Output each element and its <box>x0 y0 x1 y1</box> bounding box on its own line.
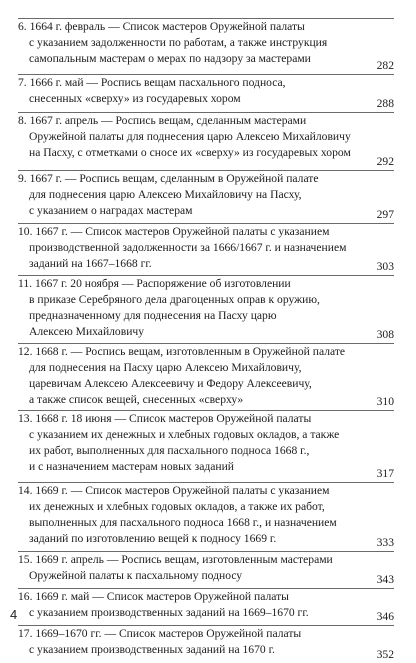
toc-entry-text: с указанием задолженности по работам, а также инструкция <box>29 35 328 49</box>
toc-entry[interactable] <box>18 343 394 410</box>
toc-page-number: 297 <box>376 208 394 222</box>
toc-entry[interactable] <box>18 112 394 170</box>
toc-entry[interactable] <box>18 18 394 74</box>
toc-entry-text: на Пасху, с отметками о сносе их «сверху» из государевых хором <box>29 145 351 159</box>
toc-entry-text: 15. 1669 г. апрель — Роспись вещам, изготовленным мастерами <box>18 553 333 566</box>
toc-entry-text: 16. 1669 г. май — Список мастеров Оружейной палаты <box>18 590 289 603</box>
toc-entry-text: их работ, выполненных для пасхального подноса 1668 г., <box>29 443 310 457</box>
toc-entry[interactable] <box>18 588 394 625</box>
toc-entry-text: Оружейной палаты к пасхальному подносу <box>29 568 243 582</box>
toc-entry-text: заданий на 1667–1668 гг. <box>29 256 152 270</box>
toc-entry-text: для поднесения на Пасху царю Алексею Михайловичу, <box>29 360 302 374</box>
toc-page-number: 310 <box>376 395 394 409</box>
toc-entry-text: с указанием производственных заданий на 1670 г. <box>29 642 275 656</box>
toc-page-number: 288 <box>376 97 394 111</box>
toc-entry-text: в приказе Серебряного дела драгоценных оправ к оружию, <box>29 292 320 306</box>
toc-entry-text: 14. 1669 г. — Список мастеров Оружейной палаты с указанием <box>18 484 330 497</box>
toc-entry-text: заданий по изготовлению вещей к подносу 1669 г. <box>29 531 277 545</box>
toc-entry[interactable] <box>18 482 394 551</box>
toc-entry[interactable] <box>18 223 394 275</box>
toc-entry-text: с указанием их денежных и хлебных годовых окладов, а также <box>29 427 340 441</box>
toc-page-number: 317 <box>376 467 394 481</box>
toc-entry[interactable] <box>18 275 394 343</box>
toc-entry-text: 12. 1668 г. — Роспись вещам, изготовленным в Оружейной палате <box>18 345 346 358</box>
toc-page-number: 343 <box>376 573 394 587</box>
toc-page-number: 292 <box>376 155 394 169</box>
toc-entry-text: их денежных и хлебных годовых окладов, а также их работ, <box>29 499 325 513</box>
toc-entry-text: Оружейной палаты для поднесения царю Алексею Михайловичу <box>29 129 351 143</box>
toc-entry-text: 9. 1667 г. — Роспись вещам, сделанным в Оружейной палате <box>18 172 319 185</box>
toc-entry-text: 10. 1667 г. — Список мастеров Оружейной палаты с указанием <box>18 225 330 238</box>
toc-entry-text: царевичам Алексею Алексеевичу и Федору Алексеевичу, <box>29 376 312 390</box>
toc-entry-text: 13. 1668 г. 18 июня — Список мастеров Оружейной палаты <box>18 412 312 425</box>
toc-entry-text: 8. 1667 г. апрель — Роспись вещам, сделанным мастерами <box>18 114 307 127</box>
toc-entry-text: самопальным мастерам о мерах по надзору за мастерами <box>29 51 311 65</box>
toc-entry-text: производственной задолженности за 1666/1667 г. и назначением <box>29 240 347 254</box>
toc-page-number: 333 <box>376 536 394 550</box>
page-number: 4 <box>10 607 18 622</box>
toc-entry-text: и с назначением мастерам новых заданий <box>29 459 235 473</box>
toc-page-number: 303 <box>376 260 394 274</box>
toc-entry-text: с указанием о наградах мастерам <box>29 203 193 217</box>
toc-entry-text: для поднесения царю Алексею Михайловичу на Пасху, <box>29 187 302 201</box>
toc-entry-text: снесенных «сверху» из государевых хором <box>29 91 241 105</box>
table-of-contents <box>18 18 394 663</box>
toc-entry-text: а также список вещей, снесенных «сверху» <box>29 392 244 406</box>
toc-entry-text: предназначенному для поднесения на Пасху царю <box>29 308 277 322</box>
toc-entry-text: выполненных для пасхального подноса 1668 г., и назначением <box>29 515 337 529</box>
toc-entry[interactable] <box>18 74 394 112</box>
toc-entry[interactable] <box>18 170 394 223</box>
toc-page-number: 346 <box>376 610 394 624</box>
toc-entry-text: 11. 1667 г. 20 ноября — Распоряжение об изготовлении <box>18 277 291 290</box>
toc-entry[interactable] <box>18 625 394 663</box>
toc-entry[interactable] <box>18 551 394 588</box>
toc-entry-text: с указанием производственных заданий на 1669–1670 гг. <box>29 605 309 619</box>
toc-page-number: 282 <box>376 59 394 73</box>
toc-page-number: 352 <box>376 648 394 662</box>
toc-entry-text: Алексею Михайловичу <box>29 324 145 338</box>
toc-entry-text: 7. 1666 г. май — Роспись вещам пасхального подноса, <box>18 76 286 89</box>
toc-page-number: 308 <box>376 328 394 342</box>
toc-entry[interactable] <box>18 410 394 482</box>
toc-entry-text: 17. 1669–1670 гг. — Список мастеров Оружейной палаты <box>18 627 302 640</box>
toc-entry-text: 6. 1664 г. февраль — Список мастеров Оружейной палаты <box>18 20 305 33</box>
